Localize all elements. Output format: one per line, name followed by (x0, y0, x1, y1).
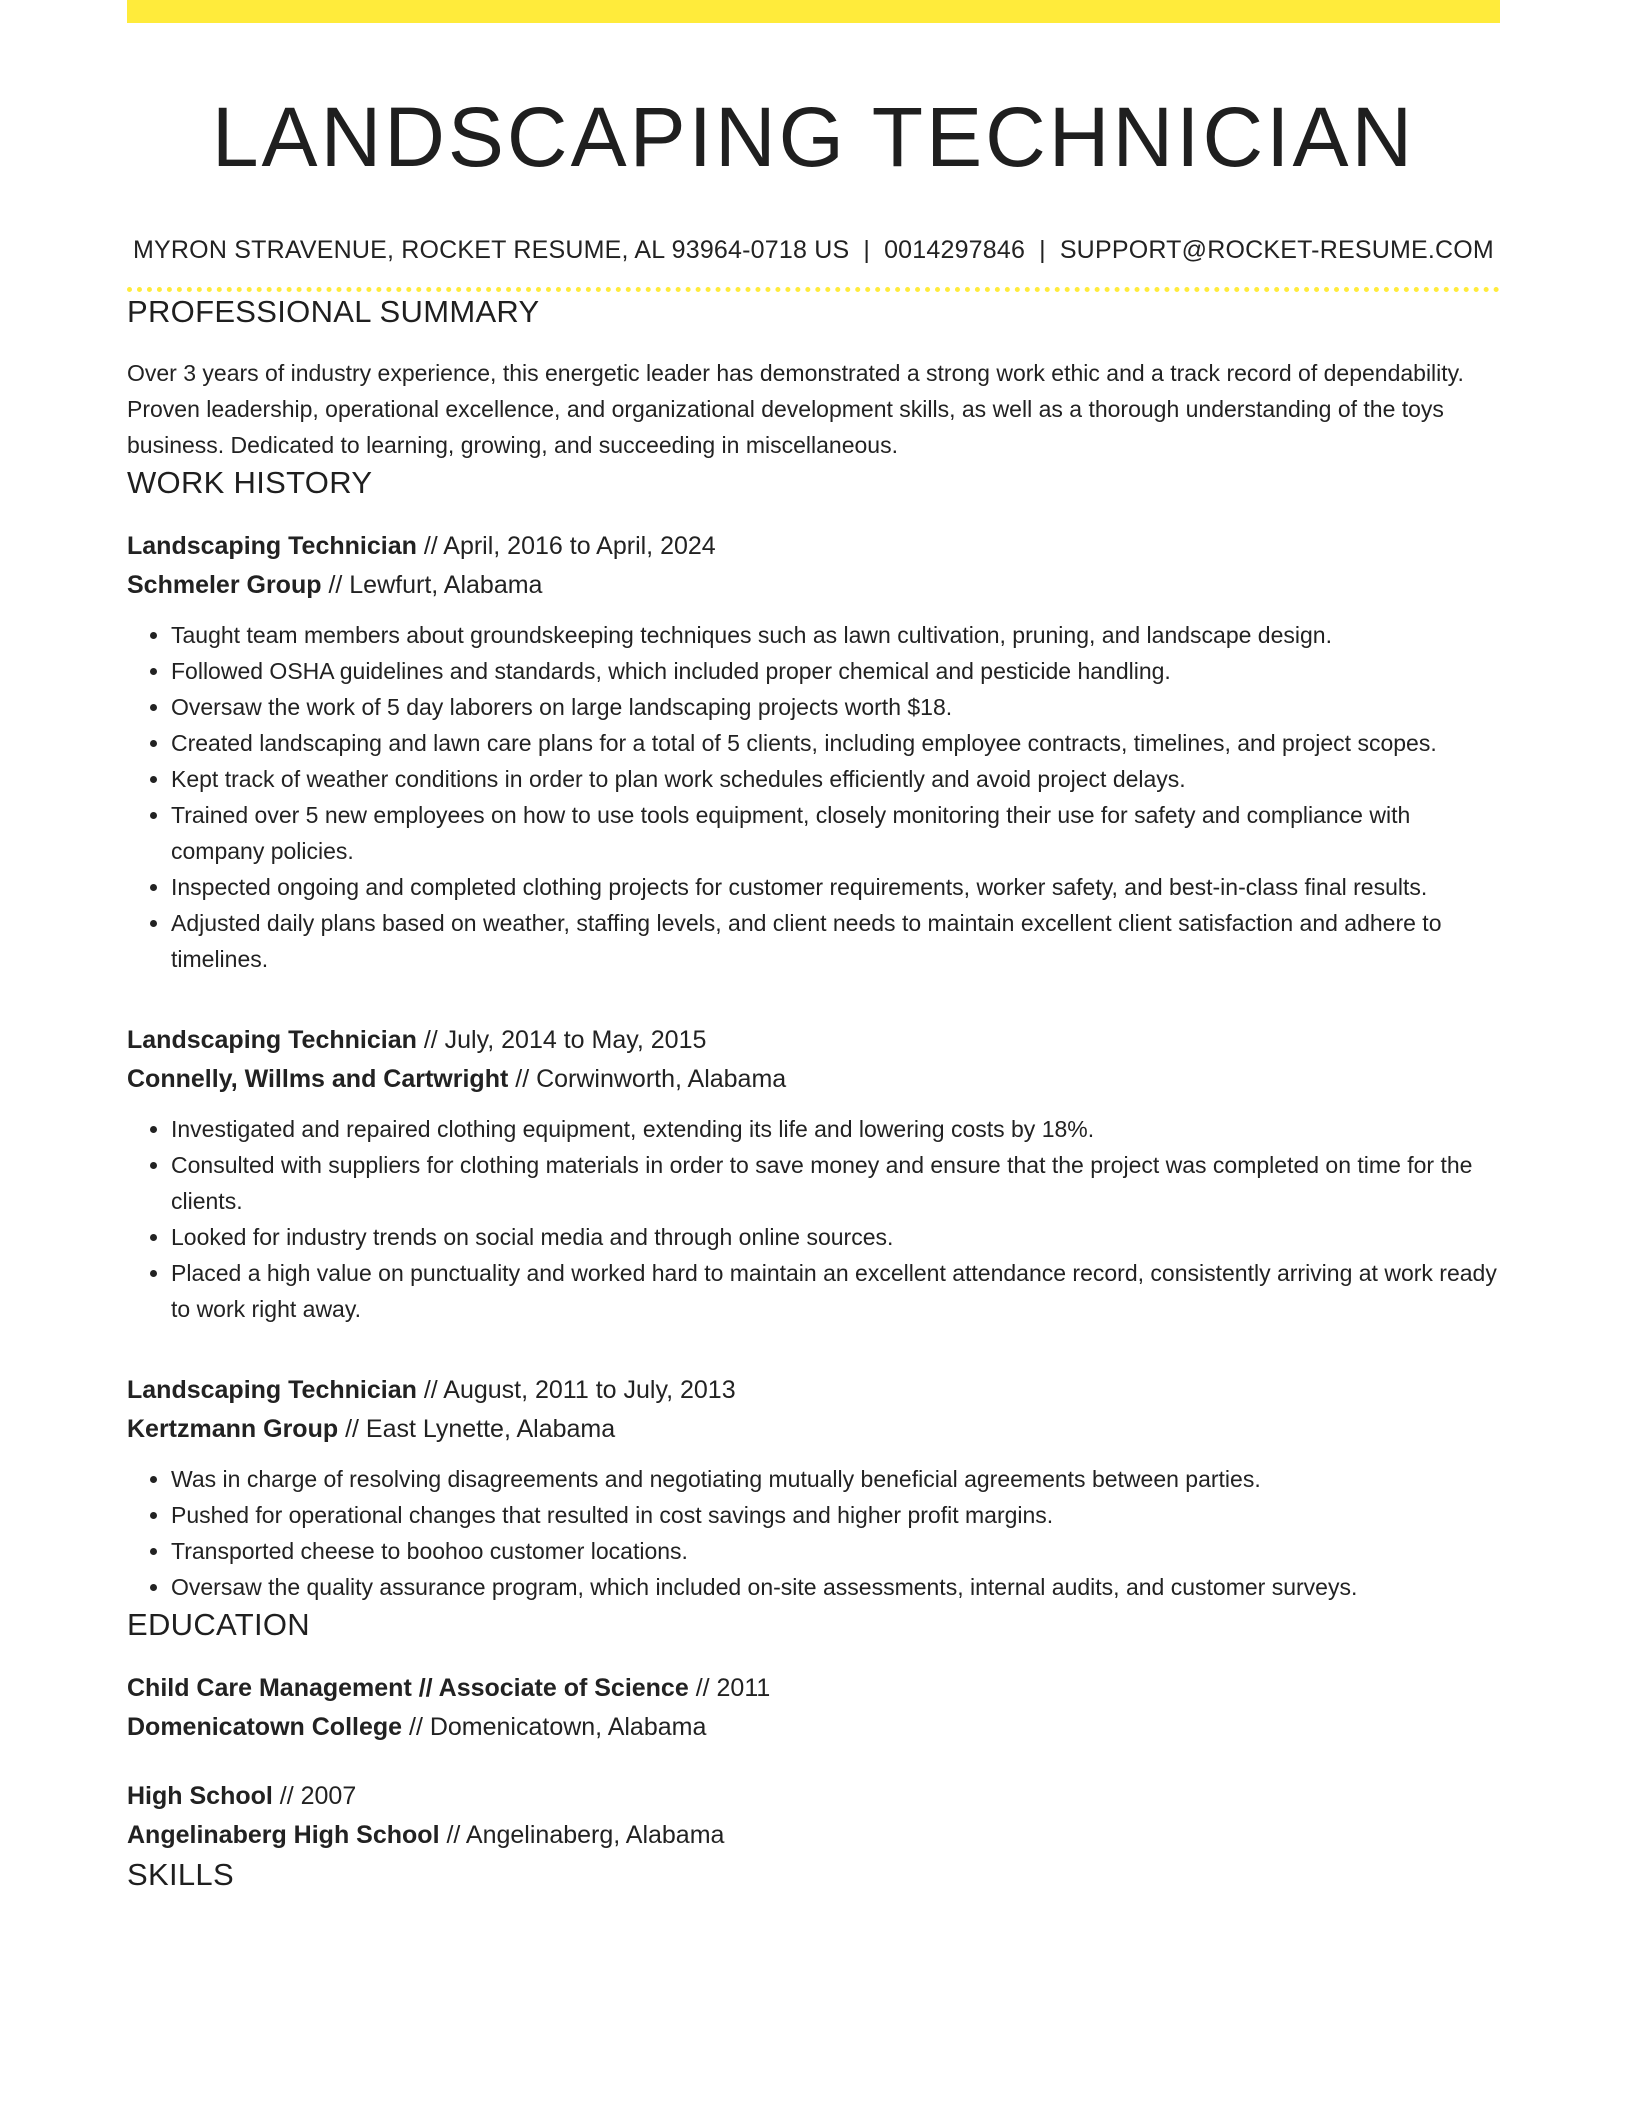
education-school-line (127, 1816, 1500, 1855)
job-bullet: • Pushed for operational changes that resulted in cost savings and higher profit margins. (171, 1497, 1500, 1533)
education-school: Domenicatown College (127, 1713, 403, 1741)
job-entry (127, 1021, 1500, 1327)
job-bullet: • Created landscaping and lawn care plans for a total of 5 clients, including employee contracts, timelines, and project scopes. (171, 725, 1500, 761)
contact-email: SUPPORT@ROCKET-RESUME.COM (1059, 236, 1494, 264)
job-company: Schmeler Group (127, 571, 322, 599)
education-heading: EDUCATION (127, 1607, 310, 1642)
contact-phone: 0014297846 (884, 236, 1026, 264)
job-company-line (127, 566, 1500, 605)
job-bullet: • Followed OSHA guidelines and standards, which included proper chemical and pesticide handling. (171, 653, 1500, 689)
work-history-heading: WORK HISTORY (127, 465, 373, 500)
job-title-line (127, 1021, 1500, 1060)
job-dates: // August, 2011 to July, 2013 (416, 1376, 736, 1404)
job-bullet: • Kept track of weather conditions in order to plan work schedules efficiently and avoid project delays. (171, 761, 1500, 797)
job-dates: // April, 2016 to April, 2024 (416, 532, 716, 560)
job-bullet: • Oversaw the work of 5 day laborers on large landscaping projects worth $18. (171, 689, 1500, 725)
contact-separator: | (863, 236, 871, 264)
education-degree: High School (127, 1782, 273, 1810)
contact-line (127, 233, 1500, 267)
job-bullet: • Looked for industry trends on social media and through online sources. (171, 1219, 1500, 1255)
job-entry (127, 1371, 1500, 1605)
top-accent-bar (127, 0, 1500, 23)
job-bullet: • Transported cheese to boohoo customer locations. (171, 1533, 1500, 1569)
education-entry (127, 1669, 1500, 1747)
job-location: // Lewfurt, Alabama (321, 571, 543, 599)
summary-heading: PROFESSIONAL SUMMARY (127, 294, 540, 329)
job-location: // East Lynette, Alabama (338, 1415, 616, 1443)
job-bullets (127, 1111, 1500, 1327)
education-degree-line (127, 1777, 1500, 1816)
job-bullet: • Placed a high value on punctuality and worked hard to maintain an excellent attendance record, consistently arriving at work ready to work right away. (171, 1255, 1500, 1327)
education-school-line (127, 1708, 1500, 1747)
job-entry (127, 527, 1500, 977)
job-bullet: • Inspected ongoing and completed clothing projects for customer requirements, worker safety, and best-in-class final results. (171, 869, 1500, 905)
education-year: // 2011 (688, 1674, 771, 1702)
education-year: // 2007 (272, 1782, 357, 1810)
summary-text: Over 3 years of industry experience, this energetic leader has demonstrated a strong work ethic and a track record of dependability. Proven leadership, operational excellence, and organizational development skills, as well as a thorough understanding of the toys business. Dedicated to learning, growing, and succeeding in miscellaneous. (127, 360, 1464, 458)
education-degree: Child Care Management // Associate of Science (127, 1674, 689, 1702)
skills-heading: SKILLS (127, 1857, 234, 1892)
job-bullet: • Adjusted daily plans based on weather, staffing levels, and client needs to maintain excellent client satisfaction and adhere to timelines. (171, 905, 1500, 977)
contact-address: MYRON STRAVENUE, ROCKET RESUME, AL 93964-0718 US (133, 236, 850, 264)
job-bullets (127, 1461, 1500, 1605)
job-company: Kertzmann Group (127, 1415, 339, 1443)
job-bullet: • Consulted with suppliers for clothing materials in order to save money and ensure that the project was completed on time for the clients. (171, 1147, 1500, 1219)
resume-page (127, 0, 1500, 1895)
education-location: // Domenicatown, Alabama (402, 1713, 707, 1741)
job-bullet: • Trained over 5 new employees on how to use tools equipment, closely monitoring their use for safety and compliance with company policies. (171, 797, 1500, 869)
job-company: Connelly, Willms and Cartwright (127, 1065, 509, 1093)
job-bullet: • Taught team members about groundskeeping techniques such as lawn cultivation, pruning, and landscape design. (171, 617, 1500, 653)
job-bullet: • Oversaw the quality assurance program, which included on-site assessments, internal audits, and customer surveys. (171, 1569, 1500, 1605)
job-dates: // July, 2014 to May, 2015 (416, 1026, 707, 1054)
education-school: Angelinaberg High School (127, 1821, 440, 1849)
job-company-line (127, 1410, 1500, 1449)
job-bullet: • Investigated and repaired clothing equipment, extending its life and lowering costs by 18%. (171, 1111, 1500, 1147)
job-bullets (127, 617, 1500, 977)
job-title-line (127, 527, 1500, 566)
resume-title: LANDSCAPING TECHNICIAN (211, 90, 1416, 184)
education-location: // Angelinaberg, Alabama (439, 1821, 725, 1849)
contact-separator: | (1039, 236, 1046, 264)
job-title-line (127, 1371, 1500, 1410)
education-degree-line (127, 1669, 1500, 1708)
job-role: Landscaping Technician (127, 532, 417, 560)
job-company-line (127, 1060, 1500, 1099)
job-role: Landscaping Technician (127, 1376, 417, 1404)
job-role: Landscaping Technician (127, 1026, 417, 1054)
job-bullet: • Was in charge of resolving disagreements and negotiating mutually beneficial agreements between parties. (171, 1461, 1500, 1497)
education-entry (127, 1777, 1500, 1855)
job-location: // Corwinworth, Alabama (508, 1065, 787, 1093)
